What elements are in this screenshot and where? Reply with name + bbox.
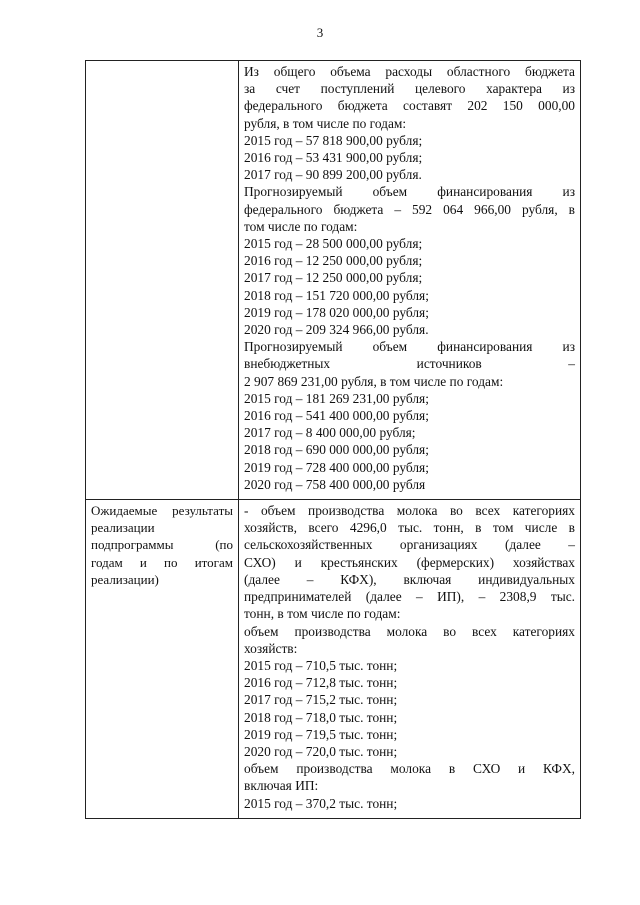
text-line: 2 907 869 231,00 рубля, в том числе по годам: bbox=[244, 373, 504, 389]
text-line: 2019 год – 178 020 000,00 рубля; bbox=[244, 304, 429, 320]
text-line: 2017 год – 715,2 тыс. тонн; bbox=[244, 692, 398, 708]
text-line: - объем производства молока во всех категориях bbox=[244, 503, 575, 519]
text-line: предпринимателей (далее – ИП), – 2308,9 тыс. bbox=[244, 589, 575, 605]
text-line: 2019 год – 719,5 тыс. тонн; bbox=[244, 726, 398, 742]
text-line: 2020 год – 209 324 966,00 рубля. bbox=[244, 322, 429, 338]
text-line: 2017 год – 90 899 200,00 рубля. bbox=[244, 167, 422, 183]
page-number: 3 bbox=[316, 25, 324, 40]
row-content-cell bbox=[239, 61, 581, 500]
text-line: объем производства молока во всех категориях bbox=[244, 623, 575, 639]
text-line: 2020 год – 720,0 тыс. тонн; bbox=[244, 743, 398, 759]
text-line: (далее – КФХ), включая индивидуальных bbox=[244, 571, 575, 587]
text-line: 2017 год – 12 250 000,00 рубля; bbox=[244, 270, 423, 286]
text-line: 2020 год – 758 400 000,00 рубля bbox=[244, 476, 426, 492]
text-line: 2018 год – 151 720 000,00 рубля; bbox=[244, 287, 429, 303]
text-line: 2015 год – 370,2 тыс. тонн; bbox=[244, 795, 398, 811]
text-line: годам и по итогам bbox=[91, 554, 233, 570]
row-content-cell bbox=[239, 500, 581, 819]
table-row bbox=[86, 61, 581, 500]
text-line: объем производства молока в СХО и КФХ, bbox=[244, 761, 575, 777]
text-line: 2018 год – 718,0 тыс. тонн; bbox=[244, 709, 398, 725]
passport-table bbox=[85, 60, 581, 819]
text-line: реализации) bbox=[91, 571, 159, 587]
text-line: хозяйств, всего 4296,0 тыс. тонн, в том числе в bbox=[244, 520, 575, 536]
text-line: включая ИП: bbox=[244, 778, 319, 794]
text-line: рубля, в том числе по годам: bbox=[244, 115, 407, 131]
text-line: Ожидаемые результаты bbox=[91, 503, 233, 519]
text-line: Прогнозируемый объем финансирования из bbox=[244, 184, 575, 200]
text-line: 2016 год – 712,8 тыс. тонн; bbox=[244, 675, 398, 691]
text-line: 2015 год – 181 269 231,00 рубля; bbox=[244, 390, 429, 406]
text-line: 2018 год – 690 000 000,00 рубля; bbox=[244, 442, 429, 458]
row-label-cell bbox=[86, 500, 239, 819]
text-line: 2017 год – 8 400 000,00 рубля; bbox=[244, 425, 416, 441]
text-line: реализации bbox=[91, 520, 155, 536]
text-line: сельскохозяйственных организациях (далее – bbox=[244, 537, 575, 553]
text-line: Из общего объема расходы областного бюджета bbox=[244, 64, 575, 79]
table-row bbox=[86, 500, 581, 819]
text-line: тонн, в том числе по годам: bbox=[244, 606, 401, 622]
text-line: федерального бюджета составят 202 150 000,00 bbox=[244, 98, 575, 114]
text-line: 2015 год – 710,5 тыс. тонн; bbox=[244, 657, 398, 673]
text-line: 2019 год – 728 400 000,00 рубля; bbox=[244, 459, 429, 475]
row-label-cell bbox=[86, 61, 239, 500]
text-line: Прогнозируемый объем финансирования из bbox=[244, 339, 575, 355]
text-line: федерального бюджета – 592 064 966,00 рубля, в bbox=[244, 201, 575, 217]
text-line: 2015 год – 28 500 000,00 рубля; bbox=[244, 236, 423, 252]
text-line: том числе по годам: bbox=[244, 218, 358, 234]
text-line: 2016 год – 53 431 900,00 рубля; bbox=[244, 150, 423, 166]
text-line: СХО) и крестьянских (фермерских) хозяйствах bbox=[244, 554, 575, 570]
text-line: подпрограммы (по bbox=[91, 537, 233, 553]
text-line: за счет поступлений целевого характера из bbox=[244, 81, 575, 97]
text-line: 2016 год – 541 400 000,00 рубля; bbox=[244, 408, 429, 424]
text-line: 2016 год – 12 250 000,00 рубля; bbox=[244, 253, 423, 269]
text-line: внебюджетных источников – bbox=[244, 356, 575, 372]
text-line: хозяйств: bbox=[244, 640, 298, 656]
text-line: 2015 год – 57 818 900,00 рубля; bbox=[244, 132, 423, 148]
